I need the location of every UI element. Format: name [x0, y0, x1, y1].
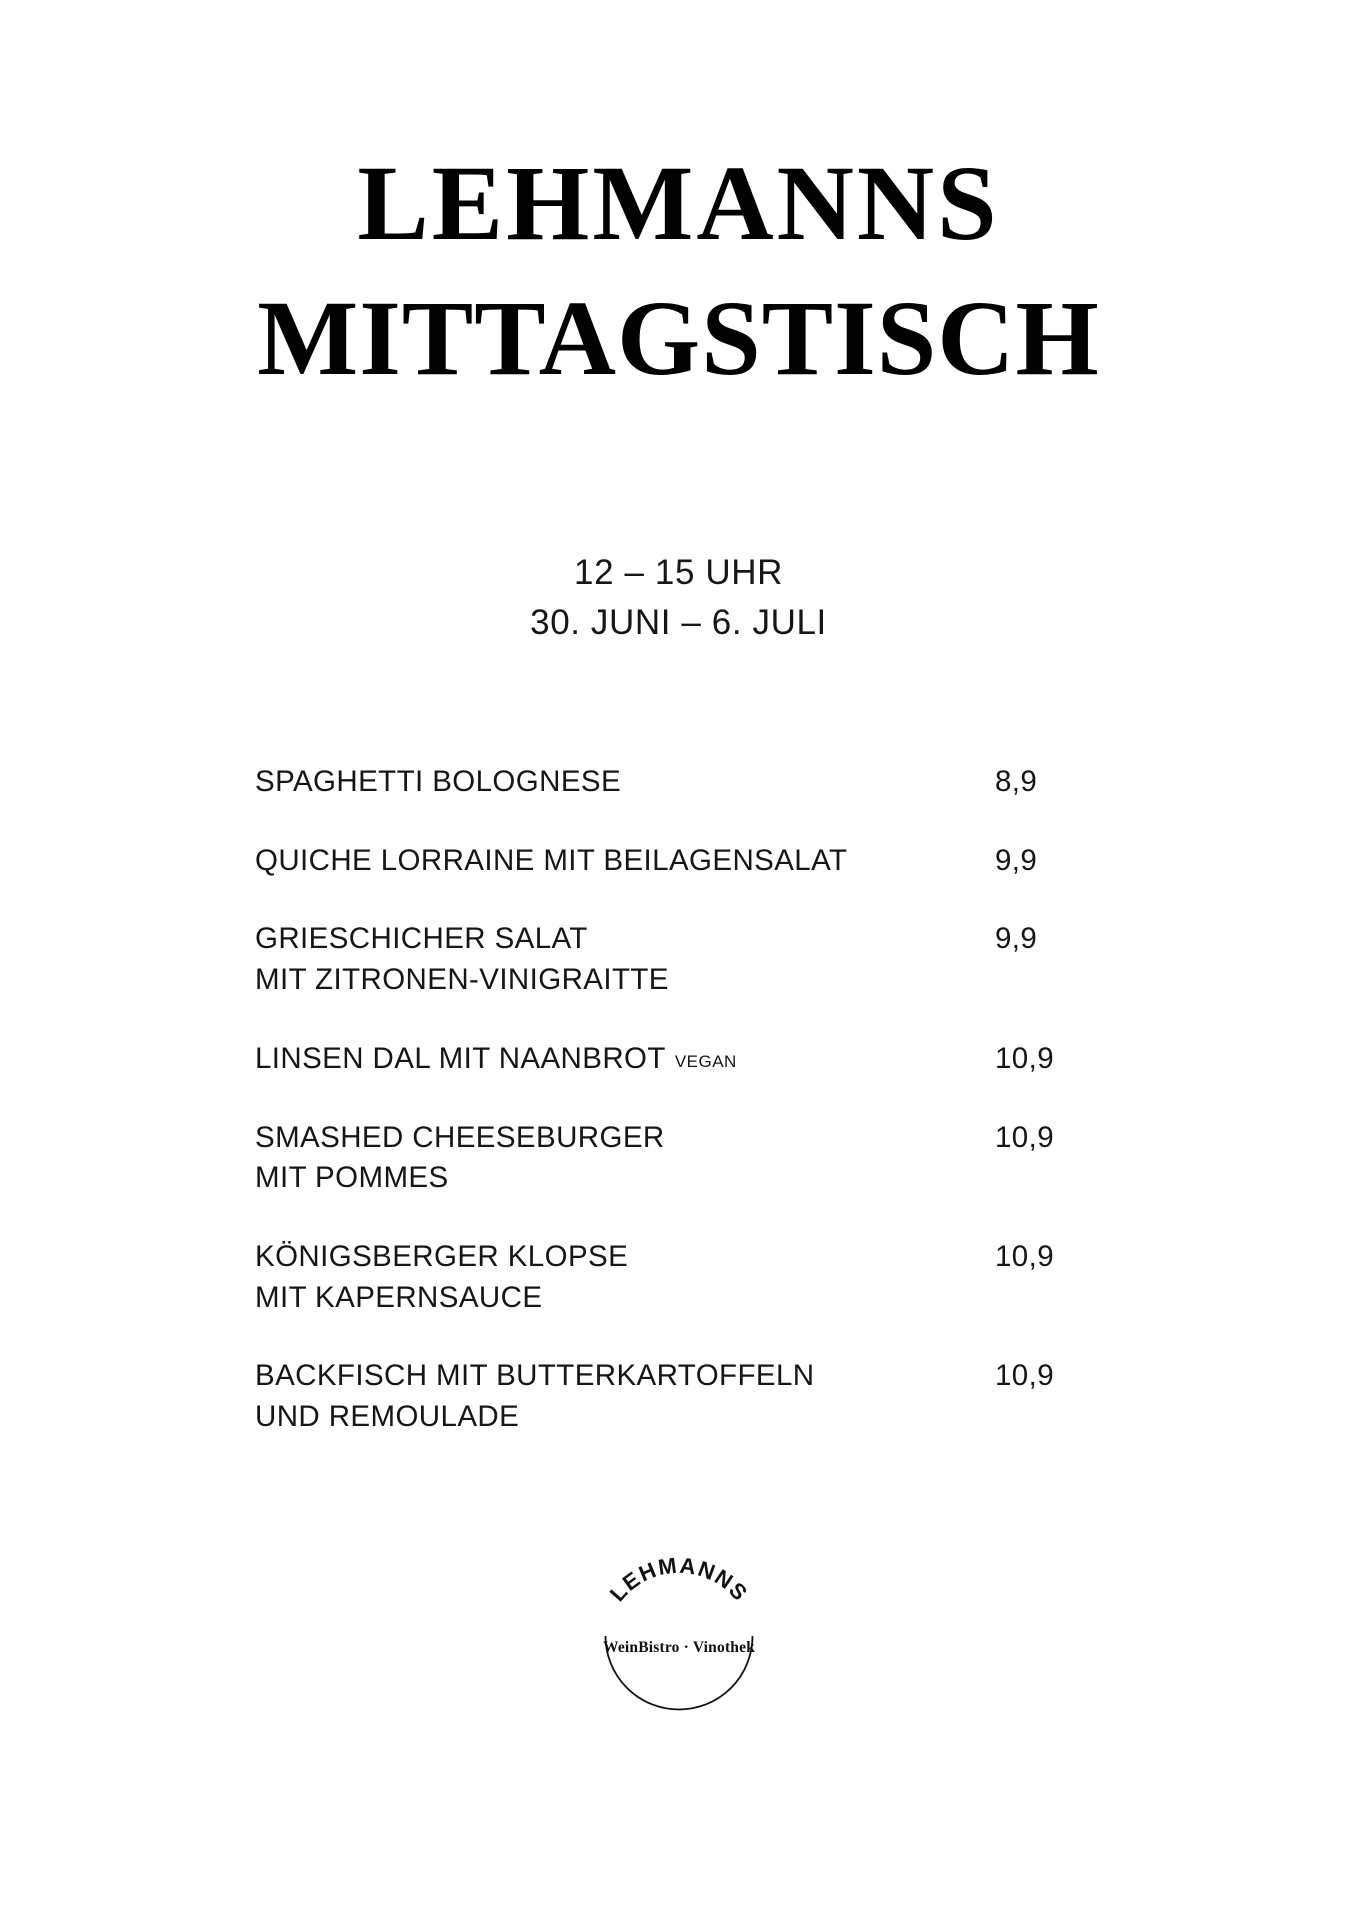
menu-item-name — [255, 841, 847, 882]
logo-arc-text: LEHMANNS — [604, 1552, 753, 1607]
headline-line-restaurant: LEHMANNS — [357, 145, 1000, 263]
opening-hours: 12 – 15 UHR — [574, 553, 783, 592]
menu-item-price: 9,9 — [995, 843, 1038, 877]
menu-item-name-text: LINSEN DAL MIT NAANBROT — [255, 1041, 666, 1075]
menu-item-name — [255, 1237, 628, 1318]
menu-item-name-line-1: SPAGHETTI BOLOGNESE — [255, 765, 622, 798]
menu-item-row — [255, 1237, 1115, 1318]
brand-logo — [579, 1540, 779, 1740]
menu-item-name-line-2: UND REMOULADE — [255, 1400, 520, 1434]
page-title — [0, 145, 1357, 399]
menu-item-price: 10,9 — [995, 1359, 1055, 1393]
subtitle-block — [0, 548, 1357, 647]
menu-item-name — [255, 762, 621, 803]
menu-item-name — [255, 919, 669, 1000]
menu-item-name — [255, 1356, 814, 1437]
menu-item-row — [255, 841, 1115, 882]
menu-item-name-line-1: KÖNIGSBERGER KLOPSE — [255, 1239, 629, 1273]
menu-item-name — [255, 1118, 665, 1199]
menu-item-row — [255, 1356, 1115, 1437]
date-range: 30. JUNI – 6. JULI — [530, 602, 827, 642]
menu-item-name-line-2: MIT KAPERNSAUCE — [255, 1280, 543, 1314]
menu-item-row — [255, 1118, 1115, 1199]
menu-item-row — [255, 762, 1115, 803]
menu-item-price: 9,9 — [995, 922, 1038, 956]
brand-logo-icon — [579, 1540, 779, 1740]
menu-item-row — [255, 1039, 1115, 1080]
menu-item-name-line-1: QUICHE LORRAINE MIT BEILAGENSALAT — [255, 843, 848, 877]
logo-tagline: WeinBistro · Vinothek — [602, 1639, 755, 1656]
menu-item-name-line-2: MIT POMMES — [255, 1161, 449, 1195]
menu-list — [255, 762, 1115, 1438]
menu-item-name — [255, 1039, 737, 1080]
headline-line-mittagstisch: MITTAGSTISCH — [257, 280, 1100, 399]
menu-item-name-line-2: MIT ZITRONEN-VINIGRAITTE — [255, 963, 669, 997]
menu-item-name-line-1 — [255, 1039, 737, 1080]
menu-item-name-line-1: BACKFISCH MIT BUTTERKARTOFFELN — [255, 1359, 815, 1393]
menu-item-price: 10,9 — [995, 1120, 1055, 1154]
menu-item-price: 8,9 — [995, 765, 1038, 798]
menu-item-row — [255, 919, 1115, 1000]
menu-item-price: 10,9 — [995, 1041, 1055, 1075]
vegan-badge: VEGAN — [674, 1051, 737, 1071]
menu-item-name-line-1: SMASHED CHEESEBURGER — [255, 1120, 665, 1154]
menu-item-name-line-1: GRIESCHICHER SALAT — [255, 922, 588, 956]
menu-item-price: 10,9 — [995, 1239, 1055, 1273]
